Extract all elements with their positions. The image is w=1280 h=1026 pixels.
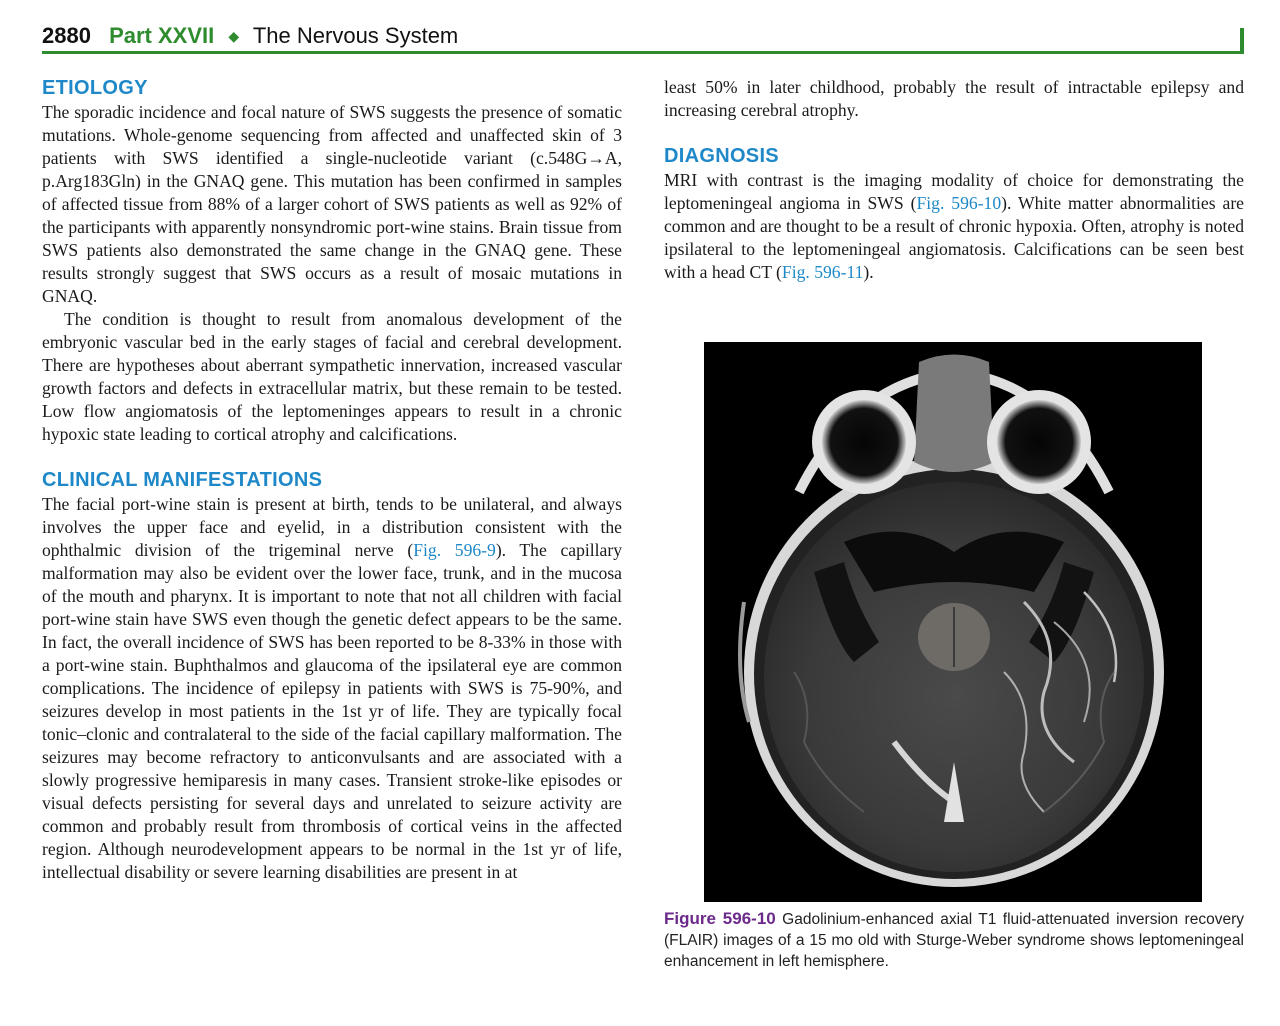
mri-brain-image <box>704 342 1202 902</box>
clinical-text-b: ). The capillary malformation may also be evident over the lower face, trunk, and in the mucosa of the mouth and pharynx. It is important to note that not all children with facial port-wine stain have SWS even though the genetic defect appears to be the same. In fact, the overall incidence of SWS has been reported to be 8-33% in those with a port-wine stain. Buphthalmos and glaucoma of the ipsilateral eye are common complications. The incidence of epilepsy in patients with SWS is 75-90%, and seizures develop in most patients in the 1st yr of life. They are typically focal tonic–clonic and contralateral to the side of the facial capillary malformation. The seizures may become refractory to anticonvulsants and are associated with a slowly progressive hemiparesis in many cases. Transient stroke-like episodes or visual defects persisting for several days and unrelated to seizure activity are common and probably result from thrombosis of cortical veins in the affected region. Although neurodevelopment appears to be normal in the 1st yr of life, intellectual disability or severe learning disabilities are present in at <box>42 540 622 882</box>
clinical-text-a: The facial port-wine stain is present at birth, tends to be unilateral, and always involves the upper face and eyelid, in a distribution consistent with the ophthalmic division of the trigeminal nerve ( <box>42 494 622 560</box>
fig-596-9-link[interactable]: Fig. 596-9 <box>413 540 496 560</box>
diamond-separator-icon: ◆ <box>228 28 240 44</box>
diagnosis-heading: DIAGNOSIS <box>664 145 779 167</box>
right-column <box>664 76 1244 284</box>
part-title: The Nervous System <box>252 23 459 48</box>
fig-596-11-link[interactable]: Fig. 596-11 <box>781 262 864 282</box>
figure-label: Figure 596-10 <box>664 909 776 928</box>
diagnosis-text-c: ). <box>863 262 874 282</box>
header-rule <box>42 51 1244 54</box>
header-rule-tick <box>1240 28 1244 54</box>
clinical-manifestations-heading: CLINICAL MANIFESTATIONS <box>42 469 323 491</box>
diagnosis-text-b: ). White matter abnormalities are common and are thought to be a result of chronic hypoxia. Often, atrophy is noted ipsilateral to the leptomeningeal angiomatosis. Calcifications can be seen best with a head CT ( <box>664 193 1244 282</box>
diagnosis-paragraph <box>664 169 1244 284</box>
clinical-paragraph <box>42 493 622 884</box>
etiology-paragraph-1: The sporadic incidence and focal nature of SWS suggests the presence of somatic mutations. Whole-genome sequencing from affected and unaffected skin of 3 patients with SWS identified a single-nucleotide variant (c.548G→A, p.Arg183Gln) in the GNAQ gene. This mutation has been confirmed in samples of affected tissue from 88% of a larger cohort of SWS patients as well as 92% of the participants with apparently nonsyndromic port-wine stains. Brain tissue from SWS patients also demonstrated the same change in the GNAQ gene. These results strongly suggest that SWS occurs as a result of mosaic mutations in GNAQ. <box>42 102 622 306</box>
figure-caption-text: Gadolinium-enhanced axial T1 fluid-attenuated inversion recovery (FLAIR) images of a 15 mo old with Sturge-Weber syndrome shows leptomeningeal enhancement in left hemisphere. <box>664 911 1244 970</box>
running-header <box>42 22 1242 50</box>
etiology-heading: ETIOLOGY <box>42 77 148 99</box>
clinical-continuation: least 50% in later childhood, probably the result of intractable epilepsy and increasing cerebral atrophy. <box>664 77 1244 120</box>
left-column <box>42 76 622 884</box>
diagnosis-text-a: MRI with contrast is the imaging modality of choice for demonstrating the leptomeningeal angioma in SWS ( <box>664 170 1244 213</box>
page-number: 2880 <box>42 23 91 48</box>
etiology-paragraph-2: The condition is thought to result from anomalous development of the embryonic vascular bed in the early stages of facial and cerebral development. There are hypotheses about aberrant sympathetic innervation, increased vascular growth factors and defects in extracellular matrix, but these remain to be tested. Low flow angiomatosis of the leptomeninges appears to result in a chronic hypoxic state leading to cortical atrophy and calcifications. <box>42 309 622 444</box>
fig-596-10-link[interactable]: Fig. 596-10 <box>916 193 1002 213</box>
part-label: Part XXVII <box>109 23 215 48</box>
figure-caption <box>664 908 1244 972</box>
mri-axial-scan-illustration <box>704 342 1202 902</box>
